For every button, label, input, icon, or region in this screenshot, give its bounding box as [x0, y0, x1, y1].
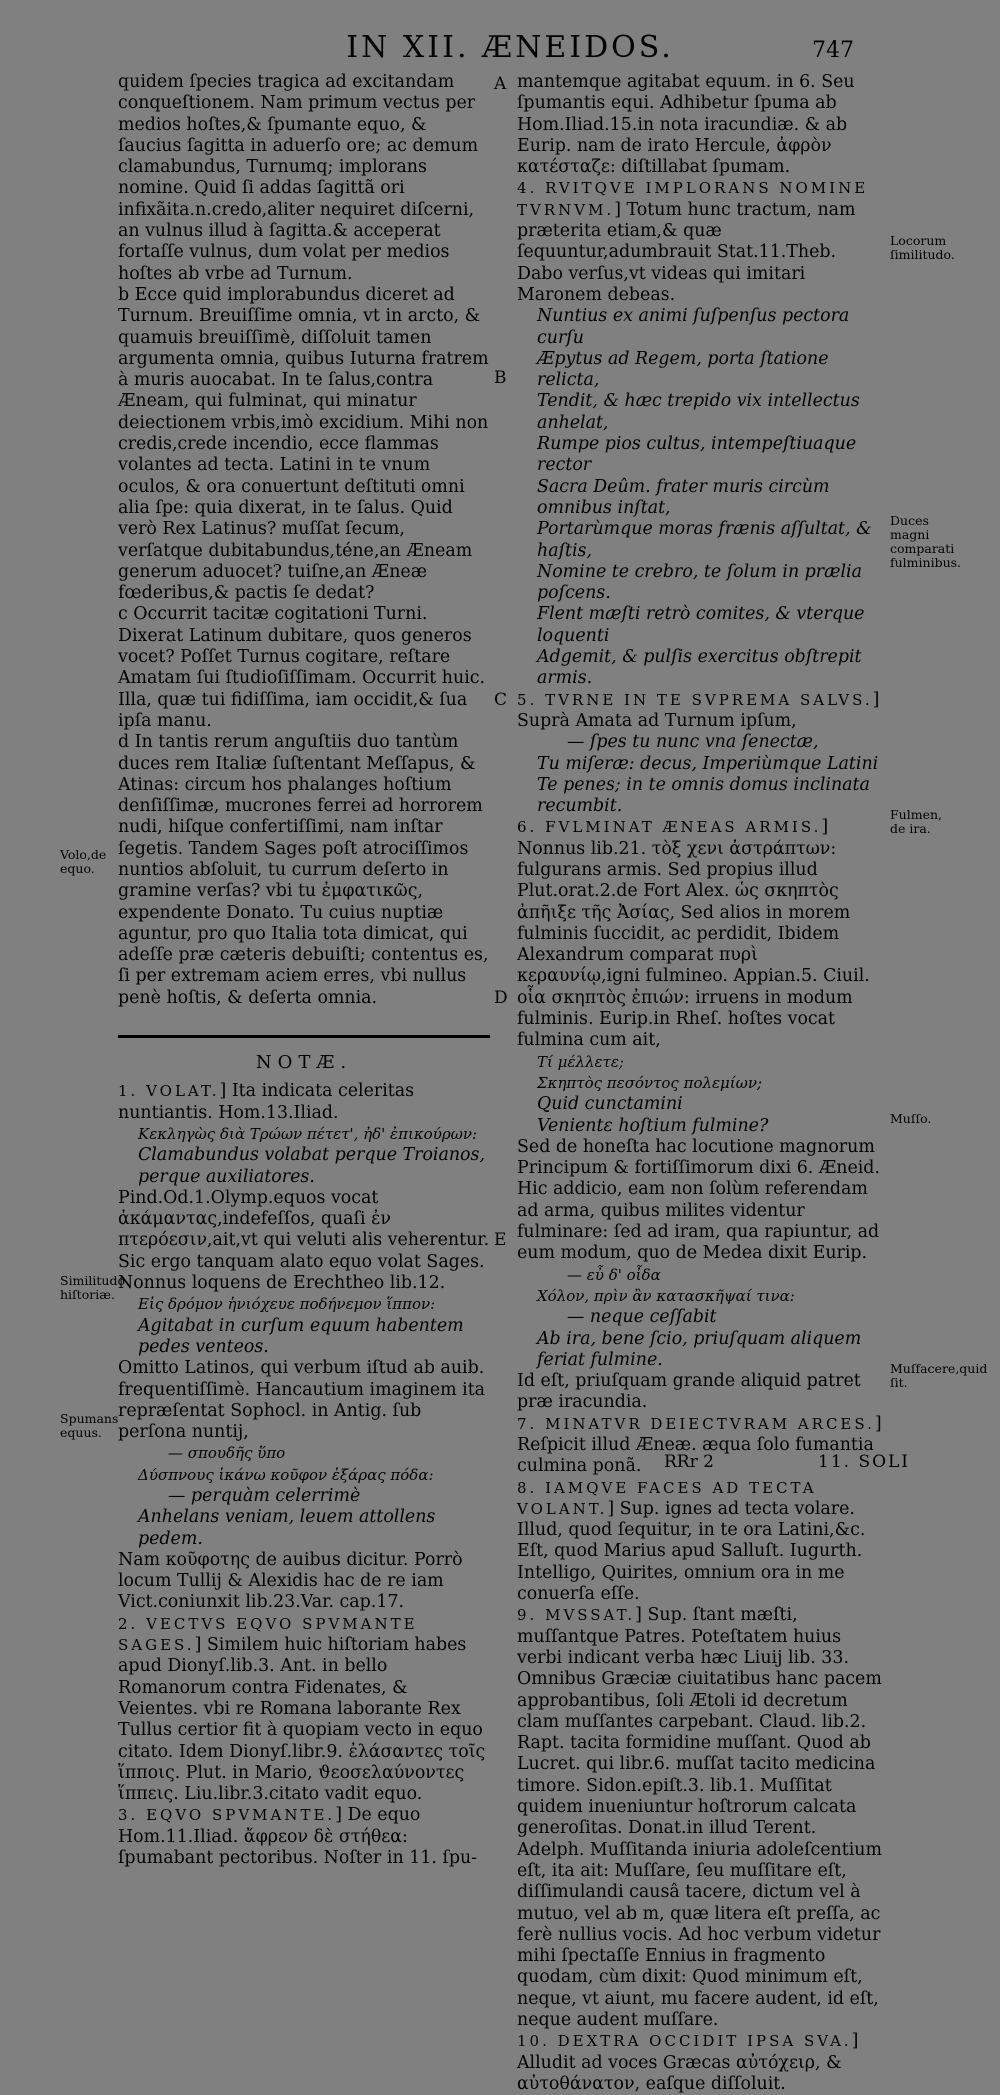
left-column — [118, 72, 490, 1869]
paragraph: b Ecce quid implorabundus diceret ad Turnum. Breuiſſime omnia, vt in arcto, & quamuis breuiſſimè, diſſoluit tamen argumenta omnia, quibus Iuturna fratrem à muris auocabat. In te ſalus,contra Æneam, qui fulminat, qui minatur deiectionem vrbis,imò excidium. Mihi non credis,crede incendio, ecce flammas volantes ad tecta. Latini in te vnum oculos, & ora conuertunt deſtituti omni alia ſpe: quia dixerat, in te ſalus. Quid verò Rex Latinus? muſſat ſecum, verſatque dubitabundus,téne,an Æneam generum aduocet? tuiſne,an Æneæ fœderibus,& pactis ſe dedat? — [118, 284, 489, 604]
note-text: Omitto Latinos, qui verbum iſtud ab auib. frequentiſſimè. Hancautium imaginem ita repræſentat Sophocl. in Antig. ſub perſona nuntij, — [118, 1358, 486, 1443]
note-3 — [118, 1805, 490, 1869]
notes-heading: NOTÆ. — [255, 1052, 353, 1074]
latin-quote: — neque ceſſabit — [567, 1307, 717, 1328]
verse-line: Rumpe pios cultus, intempeſtiuaque rector — [537, 434, 857, 476]
margin-note: Muſſo. — [890, 1111, 932, 1126]
verse-line: — ſpes tu nunc vna ſenectæ, — [567, 732, 819, 753]
latin-quote: — perquàm celerrimè — [168, 1486, 361, 1506]
note-8 — [517, 1478, 885, 1606]
note-10 — [517, 2031, 885, 2095]
note-text: Sed de honeſta hac locutione magnorum Principum & fortiſſimorum dixi 6. Æneid. Hic addicio, eam non ſolùm referendam ad arma, quibus milites videntur fulminare: ſed ad iram, qua rapiuntur, ad eum modum, quo de Medea dixit Eurip. — [517, 1136, 880, 1264]
note-text: ] Ita indicata celeritas nuntiantis. Hom.13.Iliad. — [118, 1081, 415, 1123]
latin-quote: Quid cunctamini — [537, 1094, 683, 1115]
note-1 — [118, 1081, 490, 1124]
note-head: 8. IAMQVE FACES AD TECTA VOLANT. — [517, 1478, 817, 1518]
page-number: 747 — [812, 38, 854, 63]
right-column — [517, 72, 885, 2095]
verse-line: Te penes; in te omnis domus inclinata recumbit. — [537, 774, 870, 817]
note-2 — [118, 1614, 490, 1806]
note-head: 9. MVSSAT. — [517, 1606, 636, 1625]
margin-note: Duces magni comparati fulminibus. — [890, 513, 962, 570]
verse-line: Nomine te crebro, te ſolum in prælia poſcens. — [537, 561, 862, 604]
note-4 — [517, 178, 885, 306]
note-text: ] Reſpicit illud Æneæ. æqua ſolo fumantia culmina ponã. — [517, 1413, 882, 1477]
verse-line: Æpytus ad Regem, porta ſtatione relicta, — [537, 348, 829, 391]
note-text: Id eſt, priuſquam grande aliquid patret præ iracundia. — [517, 1371, 861, 1413]
margin-note: Fulmen, de ira. — [890, 807, 942, 836]
greek-quote: — σπουδῆς ὕπο — [168, 1444, 286, 1463]
greek-quote: Τί μέλλετε; — [537, 1052, 624, 1071]
signature-mark: RRr 2 — [664, 1452, 714, 1472]
section-letter: B — [494, 368, 507, 388]
margin-note: Muſfacere,quid ſit. — [890, 1361, 988, 1390]
note-6 — [517, 817, 885, 1051]
section-letter: C — [494, 690, 508, 710]
note-text: ] Nonnus lib.21. τὸξ χενι ἀστράπτων: fulgurans armis. Sed propius illud Plut.orat.2.de Fort Alex. ὡς σκηπτὸς ἀπῆιξε τῆς Ἀσίας, Sed alios in morem fulminis ſuccidit, ac perdidit, Ibidem Alexandrum comparat πυρὶ κεραυνίῳ,igni fulmineo. Appian.5. Ciuil. οἷα σκηπτὸς ἐπιών: irruens in modum fulminis. Eurip.in Rheſ. hoſtes vocat fulmina cum ait, — [517, 817, 870, 1051]
note-5 — [517, 690, 885, 733]
note-text: ] Sup. ſtant mæſti, muſſantque Patres. Poteſtatem huius verbi indicant verba hæc Liuij lib. 33. Omnibus Græciæ ciuitatibus hanc pacem approbantibus, ſoli Ætoli id decretum clam muſſantes carpebant. Claud. lib.2. Rapt. tacita formidine muſſant. Quod ab Lucret. qui libr.6. muſſat tacito medicina timore. Sidon.epiſt.3. lib.1. Muſſitat quidem inueniuntur hoſtrorum calcata generoſitas. Donat.in illud Terent. Adelph. Muſſitanda iniuria adoleſcentium eſt, ita ait: Muſſare, ſeu muſſitare eſt, diſſimulandi causâ tacere, dictum vel à mutuo, vel ab m, quæ litera eſt preſſa, ac ferè nullius vocis. Ad hoc verbum videtur mihi ſpectaſſe Ennius in fragmento quodam, cùm dixit: Quod minimum eſt, neque, vt aiunt, mu facere audent, id eſt, neque audent muſſare. — [517, 1605, 882, 2031]
note-head: 5. TVRNE IN TE SVPREMA SALVS. — [517, 690, 873, 709]
running-title: IN XII. ÆNEIDOS. — [346, 30, 674, 65]
greek-quote: — εὖ δ' οἶδα — [567, 1265, 661, 1284]
note-text: ] Totum hunc tractum, nam præterita etiam,& quæ ſequuntur,adumbrauit Stat.11.Theb. Dabo verſus,vt videas qui imitari Maronem debeas. — [517, 199, 856, 305]
verse-line: Flent mæſti retrò comites, & vterque loquenti — [537, 604, 865, 646]
note-text: ] Suprà Amata ad Turnum ipſum, — [517, 689, 880, 731]
note-head: 7. MINATVR DEIECTVRAM ARCES. — [517, 1414, 875, 1433]
note-head: 6. FVLMINAT ÆNEAS ARMIS. — [517, 818, 822, 837]
greek-quote: Δύσπνους ἱκάνω κοῦφον ἐξάρας πόδα: — [138, 1465, 434, 1484]
verse-line: Portarùmque moras frænis aſſultat, & haſtis, — [537, 519, 872, 561]
latin-quote: Clamabundus volabat perque Troianos, perque auxiliatores. — [138, 1145, 485, 1187]
greek-quote: Σκηπτὸς πεσόντος πολεμίων; — [537, 1073, 763, 1092]
latin-quote: Anhelans veniam, leuem attollens pedem. — [138, 1507, 436, 1549]
greek-quote: Εἰς δρόμον ἡνιόχευε ποδήνεμον ἵππον: — [138, 1295, 436, 1314]
section-letter: E — [494, 1230, 507, 1250]
note-text: ] De equo Hom.11.Iliad. ἄφρεον δὲ στήθεα: ſpumabant pectoribus. Noſter in 11. ſpu- — [118, 1805, 478, 1869]
section-letter: A — [494, 74, 507, 94]
margin-note: Spumans equus. — [60, 1411, 119, 1440]
note-9 — [517, 1605, 885, 2031]
verse-line: Tu miſeræ: decus, Imperiùmque Latini — [537, 753, 879, 774]
divider-rule — [118, 1035, 490, 1038]
note-text: Pind.Od.1.Olymp.equos vocat ἀκάμαντας,indefeſſos, quaſi ἐν πτερόεσιν,ait,vt qui veluti alis veherentur. Sic ergo tanquam alato equo volat Sages. Nonnus loquens de Erechtheo lib.12. — [118, 1187, 490, 1294]
latin-quote: Agitabat in curſum equum habentem pedes venteos. — [138, 1315, 464, 1357]
margin-note: Similitudo hiſtoriæ. — [60, 1273, 126, 1302]
verse-line: Sacra Deûm. frater muris circùm omnibus inſtat, — [537, 476, 830, 518]
note-head: 1. VOLAT. — [118, 1082, 220, 1101]
greek-quote: Κεκληγὼς διὰ Τρώων πέτετ', ἠδ' ἐπικούρων: — [138, 1124, 478, 1143]
verse-line: Tendit, & hæc trepido vix intellectus anhelat, — [537, 391, 860, 433]
note-continuation: mantemque agitabat equum. in 6. Seu ſpumantis equi. Adhibetur ſpuma ab Hom.Iliad.15.in nota iracundiæ. & ab Eurip. nam de irato Hercule, ἀφρὸν κατέσταζε: diſtillabat ſpumam. — [517, 72, 855, 178]
note-text: ] Similem huic hiſtoriam habes apud Dionyſ.lib.3. Ant. in bello Romanorum contra Fidenates, & Veientes. vbi re Romana laborante Rex Tullus certior fit à quopiam vecto in equo citato. Idem Dionyſ.libr.9. ἐλάσαντες τοῖς ἵπποις. Plut. in Mario, ϑεοσελαύνοντες ἵππεις. Liu.libr.3.citato vadit equo. — [118, 1635, 486, 1805]
catchword: 11. SOLI — [818, 1452, 911, 1472]
note-head: 3. EQVO SPVMANTE. — [118, 1806, 336, 1825]
note-text: Nam κοῦφοτης de auibus dicitur. Porrò locum Tullij & Alexidis hac de re iam Vict.coniunxit lib.23.Var. cap.17. — [118, 1549, 463, 1613]
margin-note: Locorum ſimilitudo. — [890, 233, 955, 262]
note-text: ] Sup. ignes ad tecta volare. Illud, quod ſequitur, in te ora Latini,&c. Eſt, quod Marius apud Salluſt. Iugurth. Intelligo, Quirites, omnium ora in me conuerſa eſſe. — [517, 1498, 866, 1605]
note-head: 10. DEXTRA OCCIDIT IPSA SVA. — [517, 2032, 852, 2051]
verse-line: Adgemit, & pulſis exercitus obſtrepit armis. — [537, 647, 862, 689]
paragraph: quidem ſpecies tragica ad excitandam conqueſtionem. Nam primum vectus per medios hoſtes,& ſpumante equo, & ſaucius ſagitta in aduerſo ore; ac demum clamabundus, Turnumq; implorans nomine. Quid ſi addas ſagittã ori infixãita.n.credo,aliter nequiret diſcerni, an vulnus illud à ſagitta.& acceperat fortaſſe vulnus, dum volat per medios hoſtes ab vrbe ad Turnum. — [118, 72, 479, 284]
margin-note: Volo,de equo. — [60, 847, 107, 876]
section-letter: D — [494, 988, 508, 1008]
greek-quote: Χόλον, πρὶν ἂν κατασκῆψαί τινα: — [537, 1286, 795, 1305]
note-text: ] Alludit ad voces Græcas αὐτόχειρ, & αὐτοθάνατον, eaſque diſſoluit. — [517, 2031, 859, 2094]
latin-quote: Ab ira, bene ſcio, priuſquam aliquem feriat fulmine. — [537, 1328, 862, 1370]
latin-quote: Venientε hoſtium fulmine? — [537, 1115, 769, 1136]
paragraph: c Occurrit tacitæ cogitationi Turni. Dixerat Latinum dubitare, quos generos vocet? Poſſet Turnus cogitare, reſtare Amatam ſui ſtudioſiſſimam. Occurrit huic. Illa, quæ tui fidiſſima, iam occidit,& ſua ipſa manu. — [118, 604, 486, 731]
note-head: 2. VECTVS EQVO SPVMANTE SAGES. — [118, 1614, 418, 1655]
note-head: 4. RVITQVE IMPLORANS NOMINE TVRNVM. — [517, 179, 869, 219]
paragraph: d In tantis rerum anguſtiis duo tantùm duces rem Italiæ ſuſtentant Meſſapus, & Atinas: circum hos phalanges hoſtium denſiſſimæ, mucrones ferrei ad horrorem nudi, hiſque confertiſſimi, nam inſtar ſegetis. Tandem Sages poſt atrociſſimos nuntios abſoluit, tu currum deſerto in gramine verſas? vbi tu ἐμφατικῶς, expendente Donato. Tu cuius nuptiæ aguntur, pro quo Italia tota dimicat, qui adeſſe præ cæteris debuiſti; contentus es, ſi per extremam aciem erres, vbi nullus penè hoſtis, & deſerta omnia. — [118, 732, 489, 1008]
verse-line: Nuntius ex animi ſuſpenſus pectora curſu — [537, 306, 850, 348]
